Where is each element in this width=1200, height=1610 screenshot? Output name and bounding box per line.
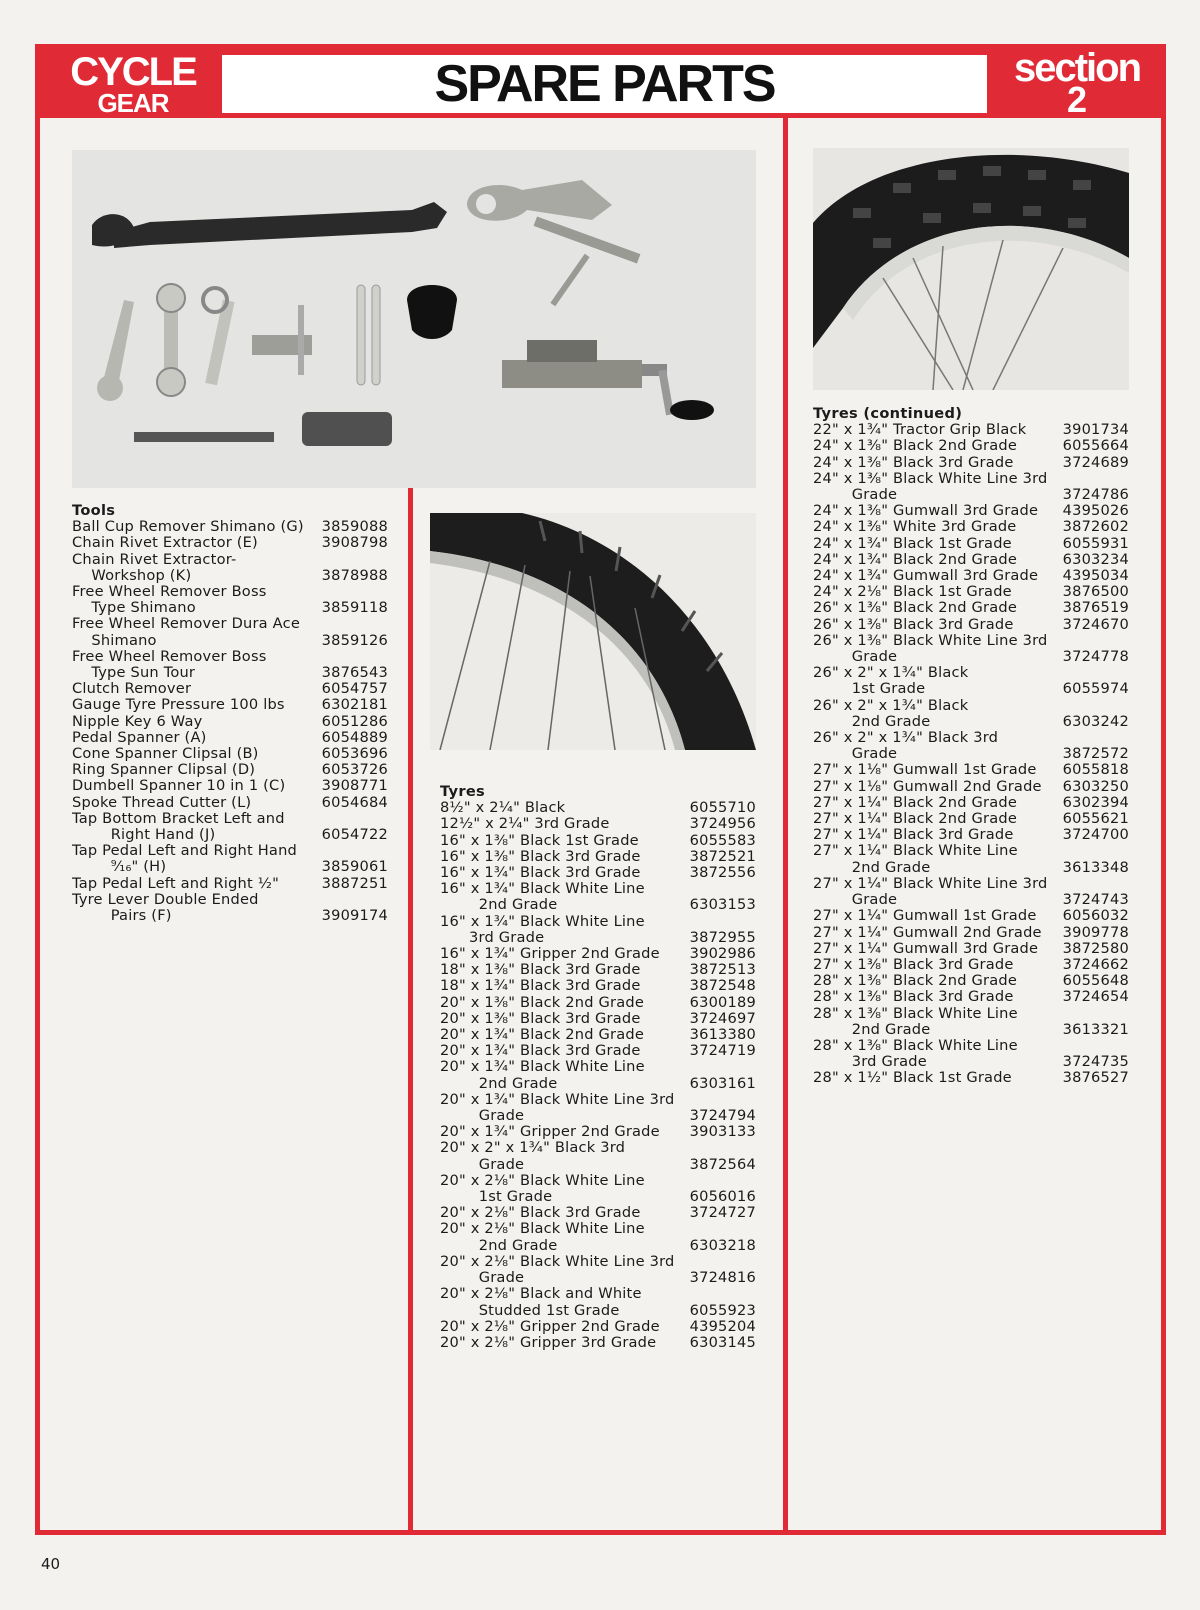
tyres-continued-list	[813, 406, 1129, 1087]
item-description: Tap Bottom Bracket Left and	[72, 809, 285, 827]
list-item	[440, 1270, 756, 1286]
item-code: 3724778	[1062, 648, 1129, 666]
list-item	[72, 714, 388, 730]
item-code: 3872580	[1062, 939, 1129, 957]
item-description: 20" x 1⅜" Black 2nd Grade	[440, 993, 645, 1011]
item-description: Cone Spanner Clipsal (B)	[72, 745, 259, 763]
item-description: Grade	[813, 486, 898, 504]
item-code: 6053696	[321, 745, 388, 763]
list-item	[72, 843, 388, 859]
item-code: 3909778	[1062, 923, 1129, 941]
list-item	[813, 681, 1129, 697]
column-divider-left	[408, 488, 413, 1535]
list-item	[440, 1059, 756, 1075]
item-description: 18" x 1⅜" Black 3rd Grade	[440, 961, 641, 979]
list-item	[813, 746, 1129, 762]
list-item	[813, 1006, 1129, 1022]
item-description: 2nd Grade	[440, 1074, 558, 1092]
item-description: 20" x 1¾" Gripper 2nd Grade	[440, 1123, 660, 1141]
list-item	[72, 876, 388, 892]
item-code: 3887251	[321, 874, 388, 892]
list-item	[440, 1335, 756, 1351]
item-description: 27" x 1¼" Black 2nd Grade	[813, 810, 1018, 828]
item-description: Ball Cup Remover Shimano (G)	[72, 518, 304, 536]
page-number: 40	[41, 1555, 61, 1573]
list-item	[440, 897, 756, 913]
item-description: 18" x 1¾" Black 3rd Grade	[440, 977, 641, 995]
item-description: 24" x 2⅛" Black 1st Grade	[813, 583, 1012, 601]
item-description: Chain Rivet Extractor-	[72, 550, 237, 568]
item-description: Spoke Thread Cutter (L)	[72, 793, 252, 811]
item-description: 24" x 1⅜" Black 3rd Grade	[813, 453, 1014, 471]
item-description: 16" x 1¾" Black White Line	[440, 912, 645, 930]
item-code: 6302181	[321, 696, 388, 714]
list-item	[72, 762, 388, 778]
item-description: 26" x 1⅜" Black 2nd Grade	[813, 599, 1018, 617]
item-description: 20" x 2⅛" Black White Line 3rd	[440, 1252, 675, 1270]
item-code: 6055710	[689, 799, 756, 817]
item-description: Grade	[813, 745, 898, 763]
item-code: 3724816	[689, 1269, 756, 1287]
item-description: 27" x 1⅛" Gumwall 2nd Grade	[813, 777, 1042, 795]
item-code: 3872513	[689, 961, 756, 979]
item-description: 26" x 1⅜" Black 3rd Grade	[813, 615, 1014, 633]
item-description: 28" x 1½" Black 1st Grade	[813, 1069, 1012, 1087]
item-code: 3724697	[689, 1009, 756, 1027]
page-title: SPARE PARTS	[434, 55, 775, 113]
item-code: 3613380	[689, 1026, 756, 1044]
list-item	[72, 892, 388, 908]
item-description: 27" x 1¼" Black White Line 3rd	[813, 874, 1048, 892]
item-description: Type Shimano	[72, 599, 196, 617]
item-description: 20" x 2⅛" Black White Line	[440, 1171, 645, 1189]
list-item	[813, 552, 1129, 568]
item-description: 12½" x 2¼" 3rd Grade	[440, 815, 610, 833]
item-description: Right Hand (J)	[72, 826, 216, 844]
tyres-heading: Tyres	[440, 783, 486, 800]
list-item	[72, 568, 388, 584]
item-description: 8½" x 2¼" Black	[440, 799, 566, 817]
tools-photo	[72, 150, 756, 488]
item-code: 6055974	[1062, 680, 1129, 698]
item-code: 3724670	[1062, 615, 1129, 633]
item-description: 27" x 1¼" Gumwall 3rd Grade	[813, 939, 1039, 957]
tyres-list	[440, 784, 756, 1351]
list-item	[72, 649, 388, 665]
item-description: 20" x 1¾" Black 3rd Grade	[440, 1042, 641, 1060]
item-description: 27" x 1¼" Black 3rd Grade	[813, 826, 1014, 844]
logo-line-1: CYCLE	[70, 50, 196, 94]
item-description: 24" x 1⅜" Gumwall 3rd Grade	[813, 502, 1039, 520]
list-item	[813, 422, 1129, 438]
item-description: 16" x 1⅜" Black 3rd Grade	[440, 847, 641, 865]
item-code: 3724727	[689, 1204, 756, 1222]
item-description: 28" x 1⅜" Black White Line	[813, 1004, 1018, 1022]
list-item	[72, 552, 388, 568]
list-item	[813, 1038, 1129, 1054]
item-description: ⁹⁄₁₆" (H)	[72, 858, 167, 876]
item-description: 24" x 1⅜" White 3rd Grade	[813, 518, 1017, 536]
item-code: 6300189	[689, 993, 756, 1011]
item-code: 3859118	[321, 599, 388, 617]
item-description: Tyre Lever Double Ended	[72, 890, 259, 908]
item-description: 27" x 1¼" Black 2nd Grade	[813, 793, 1018, 811]
item-code: 3903133	[689, 1123, 756, 1141]
item-description: 16" x 1⅜" Black 1st Grade	[440, 831, 639, 849]
item-code: 3901734	[1062, 421, 1129, 439]
list-item	[440, 1173, 756, 1189]
list-item	[813, 698, 1129, 714]
item-description: Shimano	[72, 631, 157, 649]
list-item	[813, 795, 1129, 811]
item-description: 20" x 2⅛" Black White Line	[440, 1220, 645, 1238]
list-item	[813, 568, 1129, 584]
item-code: 3724956	[689, 815, 756, 833]
item-code: 6054757	[321, 680, 388, 698]
list-item	[813, 973, 1129, 989]
list-item	[440, 1157, 756, 1173]
list-item	[813, 584, 1129, 600]
item-code: 3908771	[321, 777, 388, 795]
item-description: Free Wheel Remover Boss	[72, 583, 267, 601]
item-code: 3724786	[1062, 486, 1129, 504]
list-item	[72, 681, 388, 697]
list-item	[72, 665, 388, 681]
list-item	[813, 762, 1129, 778]
item-code: 3724743	[1062, 891, 1129, 909]
list-item	[440, 1221, 756, 1237]
item-description: 20" x 2⅛" Black 3rd Grade	[440, 1204, 641, 1222]
list-item	[813, 989, 1129, 1005]
item-description: 26" x 1⅜" Black White Line 3rd	[813, 631, 1048, 649]
list-item	[813, 633, 1129, 649]
tools-list	[72, 503, 388, 924]
item-code: 6303242	[1062, 712, 1129, 730]
list-item	[813, 665, 1129, 681]
list-item	[72, 600, 388, 616]
item-description: 16" x 1¾" Black White Line	[440, 880, 645, 898]
item-description: 27" x 1¼" Gumwall 1st Grade	[813, 907, 1037, 925]
list-item	[72, 746, 388, 762]
item-description: 20" x 1¾" Black White Line 3rd	[440, 1090, 675, 1108]
item-code: 3724689	[1062, 453, 1129, 471]
list-item	[813, 925, 1129, 941]
item-description: 20" x 1⅜" Black 3rd Grade	[440, 1009, 641, 1027]
item-code: 4395026	[1062, 502, 1129, 520]
list-item	[440, 946, 756, 962]
item-code: 3872602	[1062, 518, 1129, 536]
list-item	[440, 1043, 756, 1059]
item-code: 6055621	[1062, 810, 1129, 828]
item-description: 20" x 1¾" Black White Line	[440, 1058, 645, 1076]
item-description: Ring Spanner Clipsal (D)	[72, 761, 256, 779]
list-item	[440, 1205, 756, 1221]
item-code: 3724700	[1062, 826, 1129, 844]
item-code: 3859126	[321, 631, 388, 649]
list-item	[440, 995, 756, 1011]
item-description: 20" x 2⅛" Gripper 3rd Grade	[440, 1333, 657, 1351]
list-item	[440, 1238, 756, 1254]
list-item	[440, 1303, 756, 1319]
item-description: 27" x 1¼" Gumwall 2nd Grade	[813, 923, 1042, 941]
item-code: 4395034	[1062, 567, 1129, 585]
item-description: 2nd Grade	[440, 1236, 558, 1254]
item-code: 6056016	[689, 1188, 756, 1206]
item-description: 2nd Grade	[813, 712, 931, 730]
item-code: 6303250	[1062, 777, 1129, 795]
item-code: 3613321	[1062, 1020, 1129, 1038]
list-item	[813, 827, 1129, 843]
list-item	[813, 519, 1129, 535]
list-item	[813, 779, 1129, 795]
list-item	[440, 930, 756, 946]
item-description: Tap Pedal Left and Right Hand	[72, 842, 297, 860]
item-code: 3724662	[1062, 955, 1129, 973]
list-item	[440, 1076, 756, 1092]
item-code: 3908798	[321, 534, 388, 552]
list-item	[440, 1092, 756, 1108]
item-code: 3876500	[1062, 583, 1129, 601]
section-number: 2	[1066, 79, 1088, 120]
item-code: 3613348	[1062, 858, 1129, 876]
item-code: 3859088	[321, 518, 388, 536]
item-code: 6054722	[321, 826, 388, 844]
list-item	[440, 914, 756, 930]
item-code: 4395204	[689, 1317, 756, 1335]
list-item	[813, 1022, 1129, 1038]
list-item	[440, 1140, 756, 1156]
tyres-continued-heading: Tyres (continued)	[813, 405, 963, 422]
list-item	[813, 811, 1129, 827]
column-divider-right	[783, 118, 788, 1535]
item-description: 2nd Grade	[813, 1020, 931, 1038]
item-description: 28" x 1⅜" Black White Line	[813, 1036, 1018, 1054]
list-item	[440, 1027, 756, 1043]
item-description: Workshop (K)	[72, 566, 192, 584]
item-code: 6303234	[1062, 550, 1129, 568]
item-description: 27" x 1⅛" Gumwall 1st Grade	[813, 761, 1037, 779]
item-description: 2nd Grade	[440, 896, 558, 914]
item-description: 16" x 1¾" Black 3rd Grade	[440, 864, 641, 882]
item-code: 6055818	[1062, 761, 1129, 779]
title-box	[222, 55, 987, 113]
item-code: 3724735	[1062, 1053, 1129, 1071]
item-description: 24" x 1¾" Black 2nd Grade	[813, 550, 1018, 568]
item-code: 6303145	[689, 1333, 756, 1351]
list-item	[72, 811, 388, 827]
list-item	[440, 865, 756, 881]
tyre-photo-right	[813, 148, 1129, 390]
list-item	[72, 859, 388, 875]
list-item	[440, 800, 756, 816]
list-item	[813, 600, 1129, 616]
list-item	[813, 1070, 1129, 1086]
item-code: 6055664	[1062, 437, 1129, 455]
item-code: 6303161	[689, 1074, 756, 1092]
list-item	[813, 438, 1129, 454]
item-code: 6054684	[321, 793, 388, 811]
item-description: 22" x 1¾" Tractor Grip Black	[813, 421, 1027, 439]
list-item	[440, 978, 756, 994]
item-description: 24" x 1¾" Gumwall 3rd Grade	[813, 567, 1039, 585]
list-item	[72, 697, 388, 713]
list-item	[813, 714, 1129, 730]
item-description: Tap Pedal Left and Right ½"	[72, 874, 280, 892]
section-label	[992, 48, 1162, 118]
item-code: 3876527	[1062, 1069, 1129, 1087]
item-description: 28" x 1⅜" Black 2nd Grade	[813, 972, 1018, 990]
item-code: 3859061	[321, 858, 388, 876]
item-description: 27" x 1⅜" Black 3rd Grade	[813, 955, 1014, 973]
item-description: 26" x 2" x 1¾" Black	[813, 664, 969, 682]
list-item	[813, 649, 1129, 665]
list-item	[813, 908, 1129, 924]
item-description: Free Wheel Remover Boss	[72, 647, 267, 665]
list-item	[72, 795, 388, 811]
logo-line-2: GEAR	[97, 88, 169, 118]
item-code: 3878988	[321, 566, 388, 584]
list-item	[72, 827, 388, 843]
item-code: 6053726	[321, 761, 388, 779]
item-code: 3872564	[689, 1155, 756, 1173]
item-description: 24" x 1¾" Black 1st Grade	[813, 534, 1012, 552]
item-code: 6051286	[321, 712, 388, 730]
item-description: Grade	[813, 891, 898, 909]
item-description: 2nd Grade	[813, 858, 931, 876]
list-item	[440, 1189, 756, 1205]
item-description: Nipple Key 6 Way	[72, 712, 203, 730]
item-description: Clutch Remover	[72, 680, 192, 698]
item-code: 3724654	[1062, 988, 1129, 1006]
item-description: 28" x 1⅜" Black 3rd Grade	[813, 988, 1014, 1006]
list-item	[72, 633, 388, 649]
item-description: Pairs (F)	[72, 907, 172, 925]
item-description: 20" x 2" x 1¾" Black 3rd	[440, 1139, 626, 1157]
item-code: 3872521	[689, 847, 756, 865]
item-description: 1st Grade	[440, 1188, 553, 1206]
list-item	[813, 1054, 1129, 1070]
item-code: 3876519	[1062, 599, 1129, 617]
item-description: 24" x 1⅜" Black White Line 3rd	[813, 469, 1048, 487]
list-item	[440, 1011, 756, 1027]
item-description: 16" x 1¾" Gripper 2nd Grade	[440, 945, 660, 963]
list-item	[72, 908, 388, 924]
list-item	[72, 584, 388, 600]
item-description: 20" x 1¾" Black 2nd Grade	[440, 1026, 645, 1044]
item-code: 3872548	[689, 977, 756, 995]
item-code: 6055923	[689, 1301, 756, 1319]
list-item	[440, 881, 756, 897]
list-item	[813, 487, 1129, 503]
item-description: Grade	[440, 1107, 525, 1125]
item-code: 6055583	[689, 831, 756, 849]
section-word: section	[1013, 46, 1141, 90]
item-code: 3872955	[689, 928, 756, 946]
item-code: 6055931	[1062, 534, 1129, 552]
list-item	[72, 730, 388, 746]
item-description: Grade	[440, 1155, 525, 1173]
item-description: Free Wheel Remover Dura Ace	[72, 615, 300, 633]
item-code: 3876543	[321, 664, 388, 682]
item-description: Grade	[813, 648, 898, 666]
list-item	[440, 1108, 756, 1124]
list-item	[440, 1254, 756, 1270]
list-item	[813, 536, 1129, 552]
list-item	[440, 833, 756, 849]
item-description: Pedal Spanner (A)	[72, 728, 207, 746]
list-item	[440, 1286, 756, 1302]
item-code: 6303153	[689, 896, 756, 914]
list-item	[72, 535, 388, 551]
list-item	[72, 616, 388, 632]
item-code: 6056032	[1062, 907, 1129, 925]
item-code: 6303218	[689, 1236, 756, 1254]
item-description: 27" x 1¼" Black White Line	[813, 842, 1018, 860]
list-item	[813, 455, 1129, 471]
item-code: 3724794	[689, 1107, 756, 1125]
tyre-photo-middle	[430, 513, 756, 750]
item-description: Grade	[440, 1269, 525, 1287]
item-description: Gauge Tyre Pressure 100 lbs	[72, 696, 285, 714]
list-item	[813, 503, 1129, 519]
item-code: 6055648	[1062, 972, 1129, 990]
item-code: 3872572	[1062, 745, 1129, 763]
item-code: 6302394	[1062, 793, 1129, 811]
list-item	[440, 816, 756, 832]
item-description: 24" x 1⅜" Black 2nd Grade	[813, 437, 1018, 455]
item-description: 3rd Grade	[440, 928, 545, 946]
cycle-gear-logo	[48, 52, 218, 122]
list-item	[440, 1124, 756, 1140]
list-item	[813, 957, 1129, 973]
item-description: 26" x 2" x 1¾" Black 3rd	[813, 729, 999, 747]
list-item	[813, 876, 1129, 892]
list-item	[440, 962, 756, 978]
list-item	[440, 849, 756, 865]
item-description: 20" x 2⅛" Gripper 2nd Grade	[440, 1317, 660, 1335]
tools-heading: Tools	[72, 502, 116, 519]
item-description: 20" x 2⅛" Black and White	[440, 1285, 642, 1303]
list-item	[72, 778, 388, 794]
item-description: 3rd Grade	[813, 1053, 927, 1071]
item-code: 3902986	[689, 945, 756, 963]
item-description: 26" x 2" x 1¾" Black	[813, 696, 969, 714]
item-code: 3724719	[689, 1042, 756, 1060]
list-item	[813, 617, 1129, 633]
list-item	[813, 941, 1129, 957]
item-code: 6054889	[321, 728, 388, 746]
list-item	[813, 730, 1129, 746]
list-item	[813, 843, 1129, 859]
item-description: 1st Grade	[813, 680, 926, 698]
item-code: 3872556	[689, 864, 756, 882]
item-description: Type Sun Tour	[72, 664, 196, 682]
list-item	[440, 1319, 756, 1335]
list-item	[813, 860, 1129, 876]
list-item	[72, 519, 388, 535]
list-item	[813, 892, 1129, 908]
item-description: Chain Rivet Extractor (E)	[72, 534, 258, 552]
item-code: 3909174	[321, 907, 388, 925]
list-item	[813, 471, 1129, 487]
item-description: Dumbell Spanner 10 in 1 (C)	[72, 777, 286, 795]
item-description: Studded 1st Grade	[440, 1301, 620, 1319]
